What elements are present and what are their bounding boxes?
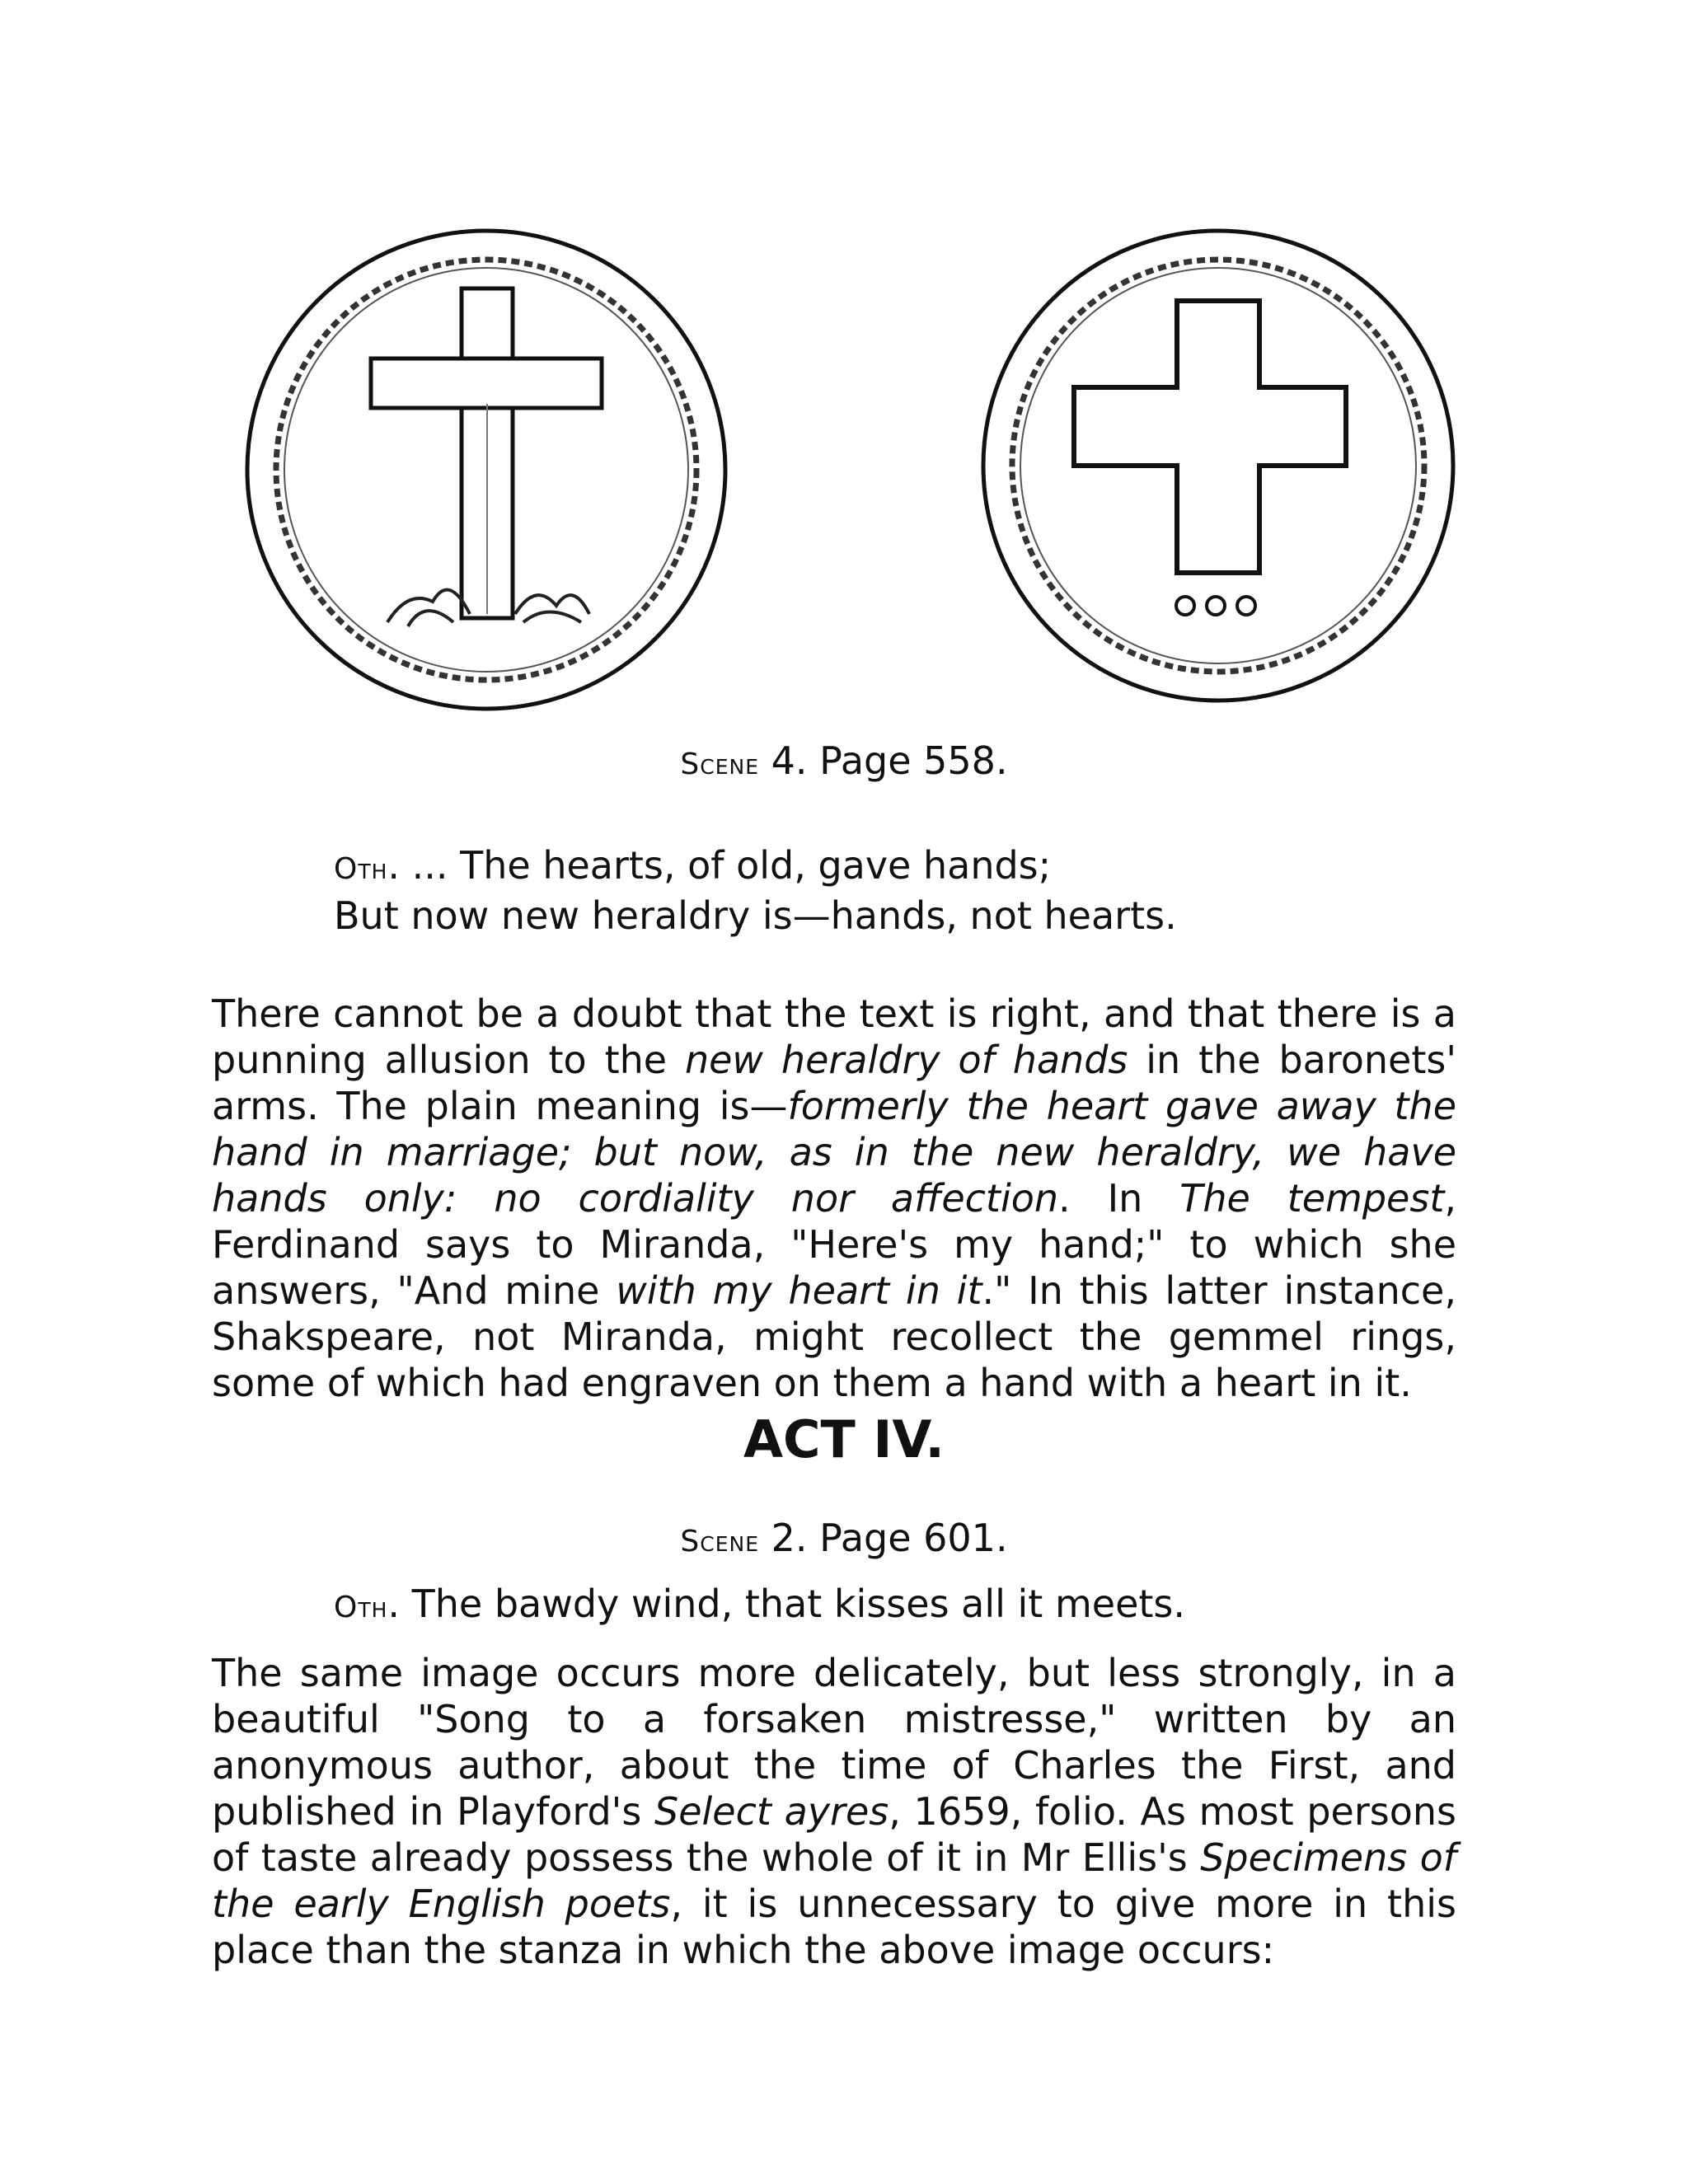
italic-run: new heraldry of hands: [684, 1038, 1128, 1082]
italic-run: The tempest: [1179, 1176, 1445, 1221]
italic-run: Select ayres: [654, 1789, 889, 1834]
quote-line: [334, 1581, 1405, 1631]
scene-reference: 4. Page 558.: [759, 738, 1008, 783]
text-run: , it is unnecessary to give more in this place than the stanza in which the above image occurs:: [212, 1882, 1456, 1972]
paragraph-2: [212, 1650, 1456, 1973]
quotation-2: [334, 1581, 1405, 1631]
scene-reference: 2. Page 601.: [759, 1516, 1008, 1560]
italic-run: Specimens of the early English poets: [212, 1835, 1456, 1926]
text-run: . In: [1058, 1176, 1180, 1221]
text-run: ." In this latter instance, Shakspeare, not Miranda, might recollect the gemmel rings, some of which had engraven on them a hand with a heart in it.: [212, 1268, 1456, 1405]
quote-text: . The bawdy wind, that kisses all it meets.: [387, 1582, 1186, 1626]
scene-label: Scene: [680, 748, 760, 781]
coins-illustration: [235, 227, 1471, 713]
text-run: in the baronets' arms. The plain meaning is—: [212, 1038, 1456, 1128]
text-run: , 1659, folio. As most persons of taste already possess the whole of it in Mr Ellis's: [212, 1789, 1456, 1880]
quotation-1: [334, 842, 1405, 939]
cross-coin-image: [235, 227, 738, 713]
quote-text: . ... The hearts, of old, gave hands;: [387, 843, 1052, 888]
italic-run: formerly the heart gave away the hand in marriage; but now, as in the new heraldry, we have hands only: no cordiality nor affection: [212, 1084, 1457, 1221]
scene-heading-2: [0, 1515, 1688, 1565]
text-run: , Ferdinand says to Miranda, "Here's my hand;" to which she answers, "And mine: [212, 1176, 1456, 1313]
text-run: The same image occurs more delicately, but less strongly, in a beautiful "Song to a forsaken mistresse," written by an anonymous author, about the time of Charles the First, and published in Playford's: [212, 1651, 1456, 1834]
speaker-name: Oth: [334, 852, 388, 886]
speaker-name: Oth: [334, 1591, 388, 1624]
greek-cross-coin-image: [975, 227, 1461, 705]
scene-label: Scene: [680, 1525, 760, 1558]
act-heading: ACT IV.: [743, 1409, 945, 1469]
quote-line: But now new heraldry is—hands, not hearts.: [334, 893, 1177, 938]
paragraph-1: [212, 991, 1456, 1406]
quote-line: [334, 842, 1405, 893]
text-run: There cannot be a doubt that the text is right, and that there is a punning allusion to the: [212, 991, 1456, 1082]
scene-heading-1: [0, 738, 1688, 788]
italic-run: with my heart in it: [616, 1268, 982, 1313]
